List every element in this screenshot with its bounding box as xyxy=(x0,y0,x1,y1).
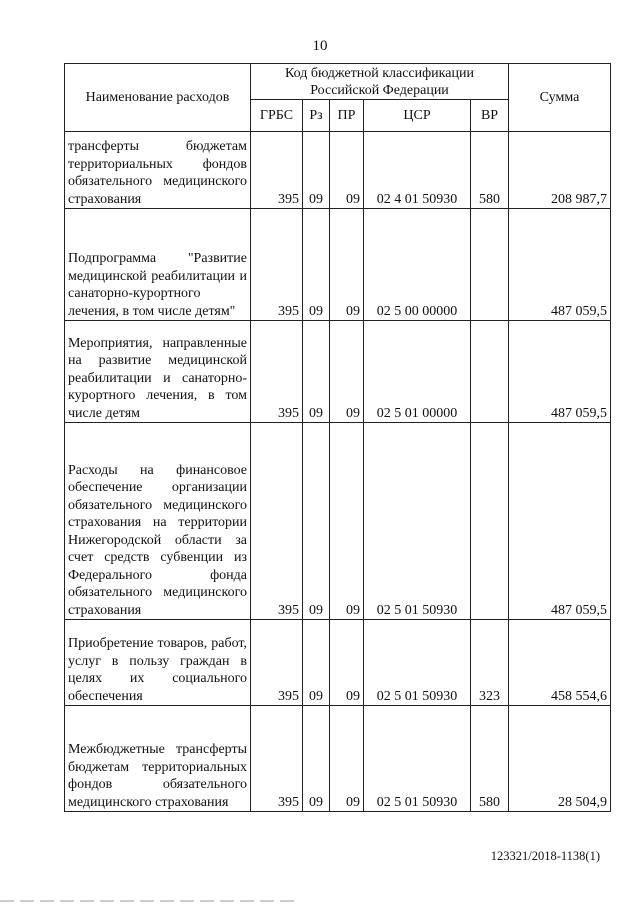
row-pr: 09 xyxy=(330,620,364,706)
row-vr xyxy=(471,321,509,423)
row-csr: 02 5 01 50930 xyxy=(364,706,471,812)
row-csr: 02 5 01 00000 xyxy=(364,321,471,423)
table-row xyxy=(65,132,611,209)
page-number: 10 xyxy=(312,38,328,54)
row-rz: 09 xyxy=(303,620,330,706)
row-grbs: 395 xyxy=(251,620,303,706)
table-row xyxy=(65,423,611,620)
row-sum: 487 059,5 xyxy=(509,209,611,321)
table-row xyxy=(65,209,611,321)
document-registration-number: 123321/2018-1138(1) xyxy=(490,849,600,863)
table-header xyxy=(65,64,611,132)
row-grbs: 395 xyxy=(251,321,303,423)
row-vr: 323 xyxy=(471,620,509,706)
row-sum: 28 504,9 xyxy=(509,706,611,812)
row-grbs: 395 xyxy=(251,706,303,812)
row-sum: 458 554,6 xyxy=(509,620,611,706)
row-name: Приобретение товаров, работ, услуг в пользу граждан в целях их социального обеспечения xyxy=(65,620,251,706)
header-name: Наименование расходов xyxy=(65,64,251,132)
row-name: трансферты бюджетам территориальных фондов обязательного медицинского страхования xyxy=(65,132,251,209)
header-rz: Рз xyxy=(303,100,330,132)
scan-artifact-line xyxy=(0,900,300,902)
row-sum: 487 059,5 xyxy=(509,321,611,423)
row-vr: 580 xyxy=(471,706,509,812)
row-sum: 208 987,7 xyxy=(509,132,611,209)
row-sum: 487 059,5 xyxy=(509,423,611,620)
header-code-group: Код бюджетной классификации Российской Федерации xyxy=(251,64,509,100)
header-pr: ПР xyxy=(330,100,364,132)
row-name: Межбюджетные трансферты бюджетам территориальных фондов обязательного медицинского страхования xyxy=(65,706,251,812)
row-rz: 09 xyxy=(303,209,330,321)
row-grbs: 395 xyxy=(251,423,303,620)
row-vr: 580 xyxy=(471,132,509,209)
row-pr: 09 xyxy=(330,209,364,321)
row-csr: 02 5 01 50930 xyxy=(364,620,471,706)
row-rz: 09 xyxy=(303,132,330,209)
table-row xyxy=(65,620,611,706)
row-vr xyxy=(471,423,509,620)
row-csr: 02 4 01 50930 xyxy=(364,132,471,209)
row-name: Мероприятия, направленные на развитие медицинской реабилитации и санаторно-курортного лечения, в том числе детям xyxy=(65,321,251,423)
row-pr: 09 xyxy=(330,321,364,423)
row-csr: 02 5 01 50930 xyxy=(364,423,471,620)
header-sum: Сумма xyxy=(509,64,611,132)
header-vr: ВР xyxy=(471,100,509,132)
row-pr: 09 xyxy=(330,132,364,209)
budget-table xyxy=(64,63,611,812)
row-grbs: 395 xyxy=(251,132,303,209)
row-pr: 09 xyxy=(330,706,364,812)
row-rz: 09 xyxy=(303,423,330,620)
row-grbs: 395 xyxy=(251,209,303,321)
row-csr: 02 5 00 00000 xyxy=(364,209,471,321)
header-csr: ЦСР xyxy=(364,100,471,132)
table-row xyxy=(65,706,611,812)
row-vr xyxy=(471,209,509,321)
header-grbs: ГРБС xyxy=(251,100,303,132)
row-rz: 09 xyxy=(303,706,330,812)
row-name: Расходы на финансовое обеспечение организации обязательного медицинского страхования на территории Нижегородской области за счет средств субвенции из Федерального фонда обязательного медицинского страхования xyxy=(65,423,251,620)
row-pr: 09 xyxy=(330,423,364,620)
row-name: Подпрограмма "Развитие медицинской реабилитации и санаторно-курортного лечения, в том числе детям" xyxy=(65,209,251,321)
table-row xyxy=(65,321,611,423)
row-rz: 09 xyxy=(303,321,330,423)
